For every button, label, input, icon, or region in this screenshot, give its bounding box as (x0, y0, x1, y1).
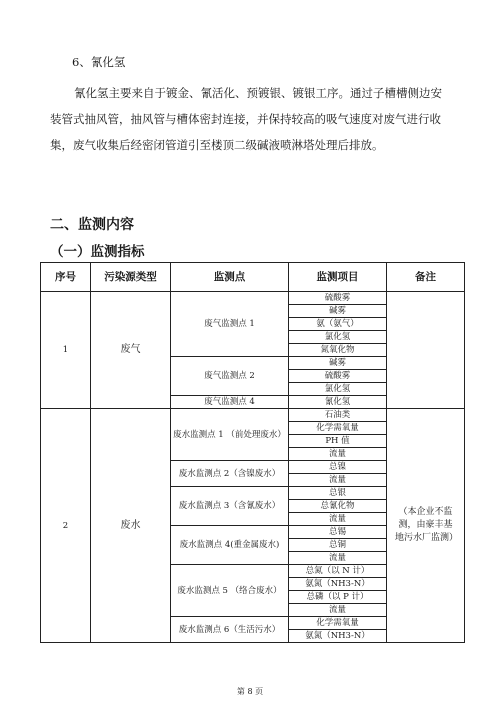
monitoring-point: 废水监测点 6（生活污水） (171, 617, 289, 643)
item6-body: 氰化氢主要来自于镀金、氰活化、预镀银、镀银工序。通过子槽槽侧边安装管式抽风管，抽风管与槽体密封连接，并保持较高的吸气速度对废气进行收集，废气收集后经密闭管道引至楼顶二级碱液喷淋塔处理后排放。 (50, 86, 442, 152)
monitoring-point: 废水监测点 1 （前处理废水） (171, 409, 289, 461)
monitoring-item: PH 值 (289, 435, 387, 448)
monitoring-item: 氨氮（NH3-N） (289, 578, 387, 591)
monitoring-item: 总氮（以 N 计） (289, 565, 387, 578)
monitoring-item: 流量 (289, 604, 387, 617)
section-title: 二、监测内容 (50, 217, 134, 233)
monitoring-item: 碱雾 (289, 305, 387, 318)
monitoring-item: 总磷（以 P 计） (289, 591, 387, 604)
monitoring-point: 废水监测点 3（含氰废水） (171, 487, 289, 526)
monitoring-item: 总镍 (289, 461, 387, 474)
pollution-type: 废气 (91, 292, 171, 409)
monitoring-item: 氰化氢 (289, 396, 387, 409)
monitoring-point: 废气监测点 4 (171, 396, 289, 409)
monitoring-item: 流量 (289, 474, 387, 487)
row-no: 2 (41, 409, 91, 643)
monitoring-item: 氯化氢 (289, 331, 387, 344)
row-no: 1 (41, 292, 91, 409)
monitoring-item: 总银 (289, 487, 387, 500)
monitoring-point: 废气监测点 1 (171, 292, 289, 357)
monitoring-item: 流量 (289, 552, 387, 565)
table-header-row (41, 263, 465, 292)
monitoring-item: 硫酸雾 (289, 292, 387, 305)
pollution-type: 废水 (91, 409, 171, 643)
item6-title: 6、氰化氢 (72, 55, 126, 69)
header-type: 污染源类型 (91, 263, 171, 292)
monitoring-table (40, 262, 465, 643)
header-point: 监测点 (171, 263, 289, 292)
monitoring-item: 石油类 (289, 409, 387, 422)
remark (387, 292, 465, 409)
monitoring-item: 氨（氨气） (289, 318, 387, 331)
monitoring-point: 废水监测点 4(重金属废水) (171, 526, 289, 565)
monitoring-item: 流量 (289, 513, 387, 526)
monitoring-item: 氮氧化物 (289, 344, 387, 357)
monitoring-item: 总铜 (289, 539, 387, 552)
monitoring-point: 废气监测点 2 (171, 357, 289, 396)
remark: （本企业不监测，由豪丰基地污水厂监测） (387, 409, 465, 643)
subsection-title: （一）监测指标 (50, 244, 145, 260)
monitoring-item: 化学需氧量 (289, 422, 387, 435)
header-remark: 备注 (387, 263, 465, 292)
header-no: 序号 (41, 263, 91, 292)
monitoring-item: 氨氮（NH3-N） (289, 630, 387, 643)
table-row (41, 292, 465, 305)
monitoring-item: 硫酸雾 (289, 370, 387, 383)
header-item: 监测项目 (289, 263, 387, 292)
table-row (41, 409, 465, 422)
monitoring-point: 废水监测点 2（含镍废水） (171, 461, 289, 487)
monitoring-point: 废水监测点 5 （络合废水） (171, 565, 289, 617)
monitoring-item: 总氰化物 (289, 500, 387, 513)
monitoring-item: 总锡 (289, 526, 387, 539)
monitoring-item: 流量 (289, 448, 387, 461)
item6-paragraph (50, 80, 450, 158)
table-body (41, 292, 465, 643)
monitoring-item: 化学需氧量 (289, 617, 387, 630)
monitoring-item: 氯化氢 (289, 383, 387, 396)
page-number: 第 8 页 (236, 687, 264, 696)
monitoring-item: 碱雾 (289, 357, 387, 370)
